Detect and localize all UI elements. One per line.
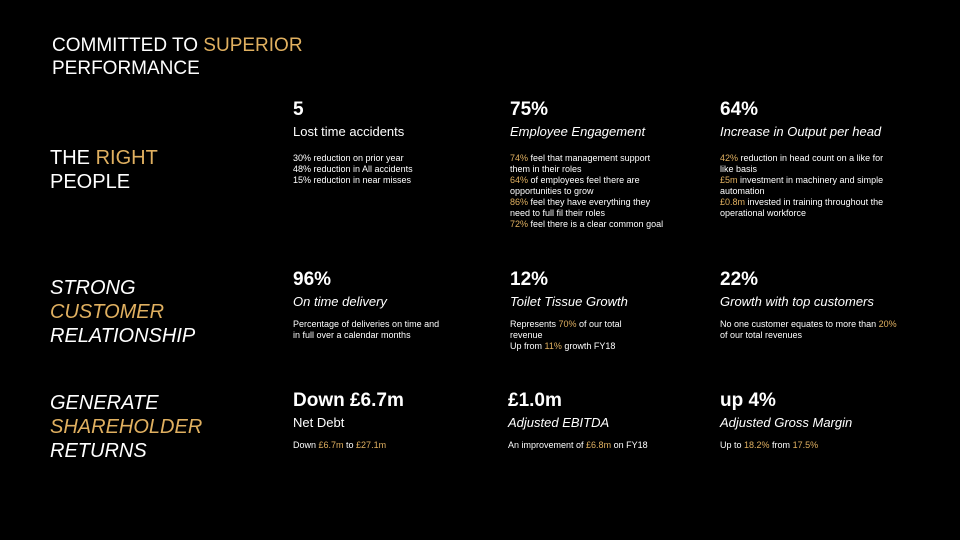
kpi-value: 96% [293,269,332,290]
kpi-detail [293,153,493,186]
detail-line [510,197,670,219]
detail-text: on FY18 [611,440,648,450]
kpi-value: 64% [720,99,759,120]
detail-highlight: £27.1m [356,440,387,450]
detail-text: feel that management support them in their roles [510,153,651,174]
section-line: RETURNS [50,440,147,462]
detail-line [510,319,655,341]
detail-line: 30% reduction on prior year [293,153,404,163]
detail-line: 48% reduction in All accidents [293,164,413,174]
detail-text: invested in training throughout the operational workforce [720,197,884,218]
detail-line [510,153,670,175]
kpi-adjusted-gross-margin [720,390,920,451]
detail-text: of our total revenue [510,319,622,340]
kpi-label: Toilet Tissue Growth [510,294,628,309]
section-highlight: RIGHT [95,147,158,169]
kpi-value: 22% [720,269,759,290]
kpi-detail [508,440,648,451]
detail-highlight: 64% [510,175,529,185]
kpi-value: 12% [510,269,549,290]
section-line: RELATIONSHIP [50,325,196,347]
section-customer-relationship [50,276,195,348]
section-word: STRONG [50,277,136,299]
detail-highlight: 11% [544,341,562,351]
section-highlight: SHAREHOLDER [50,416,203,438]
kpi-label: On time delivery [293,294,387,309]
detail-line [720,197,895,219]
detail-line [720,175,895,197]
detail-highlight: 17.5% [792,440,819,450]
section-shareholder-returns [50,391,202,463]
detail-line [720,153,895,175]
detail-line [510,341,655,352]
detail-highlight: £0.8m [720,197,746,207]
detail-highlight: 70% [558,319,577,329]
title-line2: PERFORMANCE [52,58,200,79]
kpi-net-debt [293,390,493,451]
detail-text: of our total revenues [720,330,803,340]
kpi-detail [510,319,655,352]
kpi-lost-time-accidents [293,99,493,186]
detail-highlight: 74% [510,153,529,163]
detail-text: growth FY18 [561,341,616,351]
title-part1: COMMITTED TO [52,35,204,56]
detail-text: investment in machinery and simple automation [720,175,884,196]
kpi-label: Growth with top customers [720,294,874,309]
kpi-top-customer-growth [720,269,900,341]
kpi-detail [720,153,895,219]
kpi-detail [293,440,493,451]
kpi-value: 75% [510,99,549,120]
section-word: THE [50,147,96,169]
detail-text: of employees feel there are opportunities to grow [510,175,640,196]
section-right-people [50,146,158,194]
detail-line: 15% reduction in near misses [293,175,412,185]
detail-highlight: 18.2% [744,440,770,450]
detail-highlight: 20% [878,319,897,329]
kpi-label: Increase in Output per head [720,124,882,139]
section-highlight: CUSTOMER [50,301,165,323]
page-title [52,34,303,80]
detail-highlight: 42% [720,153,739,163]
detail-line [510,175,670,197]
detail-text: Down [293,440,319,450]
detail-highlight: £5m [720,175,738,185]
kpi-label: Adjusted EBITDA [508,415,610,430]
kpi-output-per-head [720,99,895,219]
detail-highlight: £6.8m [586,440,612,450]
kpi-label: Employee Engagement [510,124,646,139]
kpi-toilet-tissue-growth [510,269,655,352]
kpi-detail [720,440,920,451]
kpi-on-time-delivery [293,269,443,341]
detail-highlight: 86% [510,197,529,207]
detail-text: Up from [510,341,545,351]
detail-highlight: 72% [510,219,529,229]
detail-text: An improvement of [508,440,587,450]
kpi-detail [720,319,900,341]
detail-text: feel there is a clear common goal [528,219,664,229]
kpi-value: £1.0m [508,390,562,411]
title-highlight: SUPERIOR [203,35,303,56]
section-word: GENERATE [50,392,159,414]
kpi-detail [510,153,670,230]
kpi-adjusted-ebitda [508,390,648,451]
kpi-employee-engagement [510,99,670,230]
kpi-value: 5 [293,99,304,120]
section-line: PEOPLE [50,171,131,193]
kpi-label: Lost time accidents [293,124,405,139]
detail-text: to [343,440,357,450]
detail-text: reduction in head count on a like for like basis [720,153,884,174]
kpi-detail: Percentage of deliveries on time and in full over a calendar months [293,319,440,340]
kpi-label: Adjusted Gross Margin [720,415,853,430]
detail-text: Up to [720,440,745,450]
kpi-value: Down £6.7m [293,390,404,411]
detail-text: feel they have everything they need to full fil their roles [510,197,651,218]
detail-line [510,219,670,230]
kpi-label: Net Debt [293,415,345,430]
kpi-value: up 4% [720,390,776,411]
detail-text: No one customer equates to more than [720,319,879,329]
detail-text: from [769,440,793,450]
detail-highlight: £6.7m [318,440,344,450]
detail-text: Represents [510,319,559,329]
